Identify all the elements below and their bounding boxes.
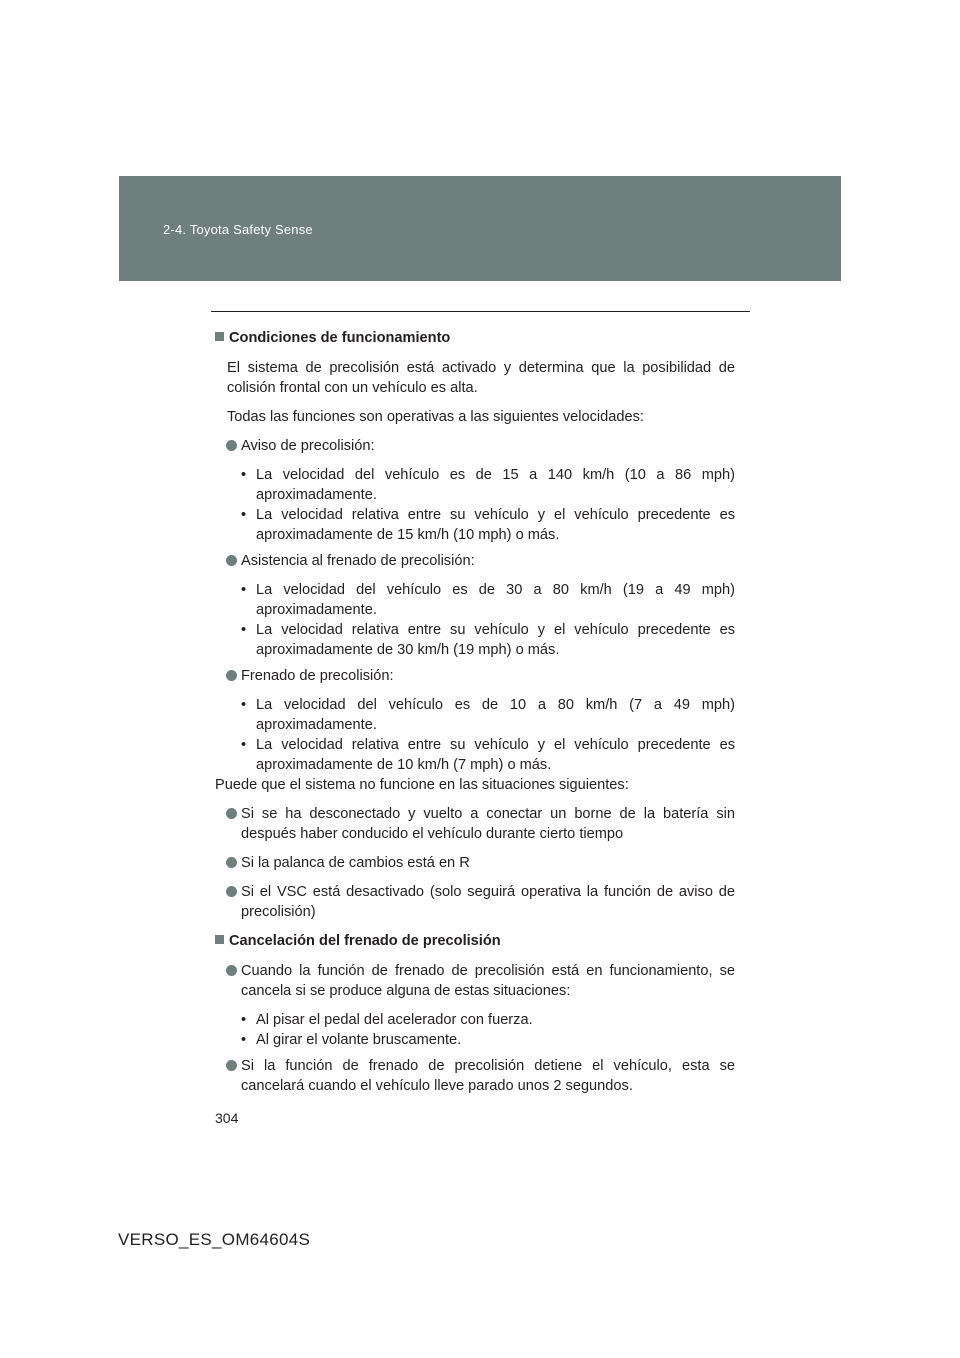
square-bullet-icon (215, 935, 224, 944)
list-item: Si el VSC está desactivado (solo seguirá operativa la función de aviso de precolisión) (215, 882, 735, 922)
document-code: VERSO_ES_OM64604S (118, 1230, 311, 1249)
paragraph: El sistema de precolisión está activado y determina que la posibilidad de colisión frontal con un vehículo es alta. (227, 360, 735, 396)
circle-bullet-icon (226, 440, 237, 451)
heading-cancellation: Cancelación del frenado de precolisión (215, 931, 735, 951)
sub-list (241, 580, 735, 660)
page-number: 304 (215, 1110, 239, 1126)
section-header-bar (119, 176, 841, 281)
square-bullet-icon (215, 332, 224, 341)
list-item: Si la palanca de cambios está en R (215, 853, 735, 873)
sub-list (241, 1010, 735, 1050)
sub-list-item: • La velocidad relativa entre su vehículo y el vehículo precedente es aproximadamente de 30 km/h (19 mph) o más. (241, 622, 735, 658)
list-item: Si la función de frenado de precolisión detiene el vehículo, esta se cancelará cuando el vehículo lleve parado unos 2 segundos. (215, 1056, 735, 1096)
circle-bullet-icon (226, 670, 237, 681)
sub-list-item: • La velocidad del vehículo es de 30 a 80 km/h (19 a 49 mph) aproximadamente. (241, 582, 735, 618)
circle-bullet-icon (226, 1060, 237, 1071)
paragraph: Puede que el sistema no funcione en las situaciones siguientes: (215, 777, 629, 793)
sub-list (241, 695, 735, 775)
paragraph: Todas las funciones son operativas a las siguientes velocidades: (227, 409, 644, 425)
list-item: Frenado de precolisión: (215, 666, 735, 686)
sub-list (241, 465, 735, 545)
circle-bullet-icon (226, 857, 237, 868)
sub-list-item: • La velocidad del vehículo es de 10 a 80 km/h (7 a 49 mph) aproximadamente. (241, 697, 735, 733)
circle-bullet-icon (226, 555, 237, 566)
circle-bullet-icon (226, 808, 237, 819)
sub-list-item: • La velocidad relativa entre su vehículo y el vehículo precedente es aproximadamente de 15 km/h (10 mph) o más. (241, 507, 735, 543)
heading-operating-conditions: Condiciones de funcionamiento (215, 328, 735, 348)
list-item: Asistencia al frenado de precolisión: (215, 551, 735, 571)
sub-list-item: • La velocidad del vehículo es de 15 a 140 km/h (10 a 86 mph) aproximadamente. (241, 467, 735, 503)
sub-list-item: • La velocidad relativa entre su vehículo y el vehículo precedente es aproximadamente de 10 km/h (7 mph) o más. (241, 737, 735, 773)
list-item: Aviso de precolisión: (215, 436, 735, 456)
section-title: 2-4. Toyota Safety Sense (163, 222, 313, 237)
sub-list-item: • Al pisar el pedal del acelerador con fuerza. (241, 1012, 533, 1028)
circle-bullet-icon (226, 965, 237, 976)
divider (211, 311, 750, 312)
sub-list-item: • Al girar el volante bruscamente. (241, 1032, 462, 1048)
list-item: Si se ha desconectado y vuelto a conectar un borne de la batería sin después haber conducido el vehículo durante cierto tiempo (215, 804, 735, 844)
list-item: Cuando la función de frenado de precolisión está en funcionamiento, se cancela si se produce alguna de estas situaciones: (215, 961, 735, 1001)
circle-bullet-icon (226, 886, 237, 897)
page-content (215, 328, 735, 1105)
